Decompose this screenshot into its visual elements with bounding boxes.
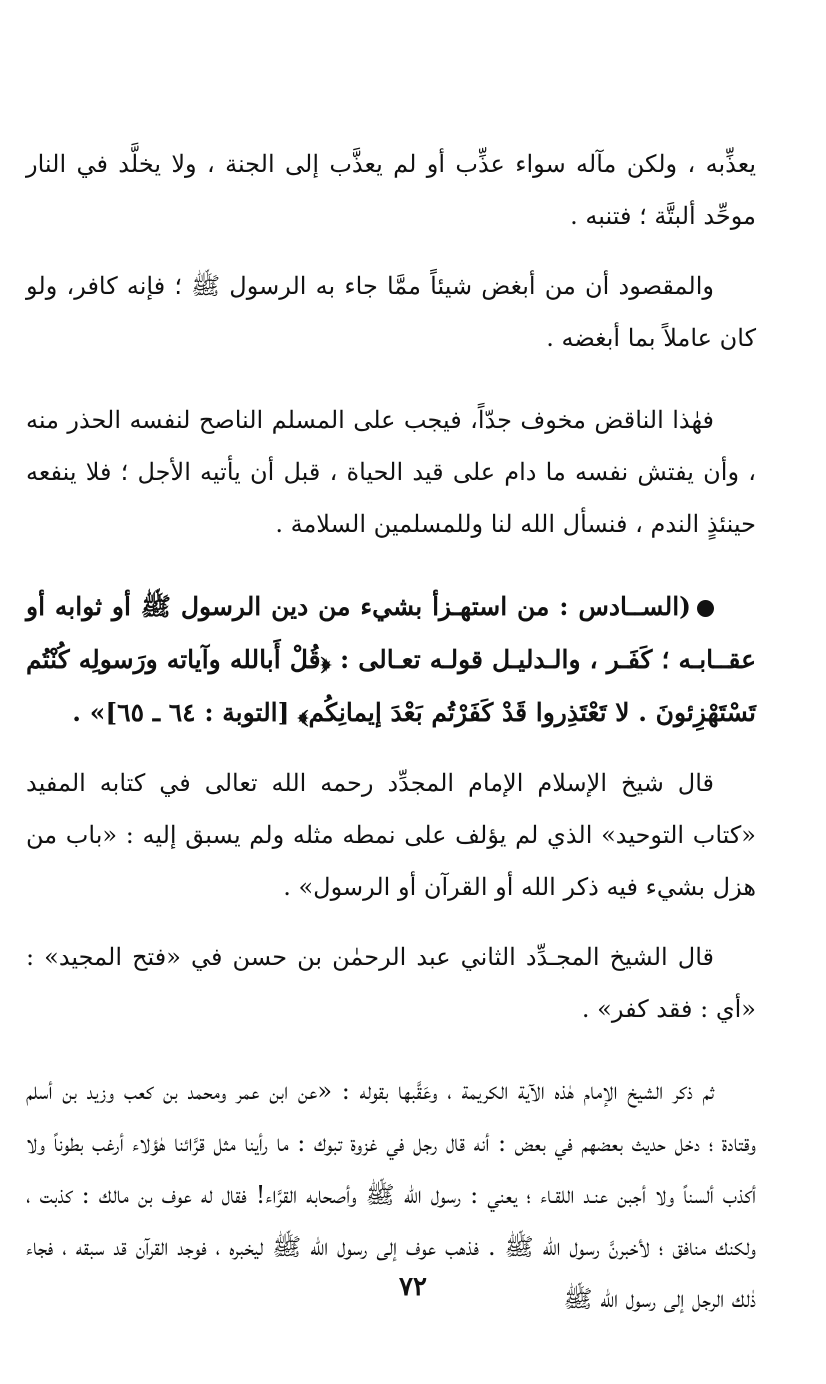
section-heading-text: (الســادس : من استهـزأ بشيء من دين الرسول ﷺ أو ثوابه أو عقــابـه ؛ كَفَـر ، والـدليـل قولـه تعـالى : ﴿قُلْ أَبالله وآياته ورَسولِه كُنْتُم تَسْتَهْزِئونَ . لا تَعْتَذِروا قَدْ كَفَرْتُم بَعْدَ إيمانِكُم﴾ [التوبة : ٦٤ ـ ٦٥]» . — [26, 592, 756, 727]
paragraph-7: ثم ذكر الشيخ الإمام هٰذه الآية الكريمة ، وعَقَّبها بقوله : «عن ابن عمر ومحمد بن كعب وزيد بن أسلم وقتادة ؛ دخل حديث بعضهم في بعض : أنه قال رجل في غزوة تبوك : ما رأينا مثل قرَّائنا هٰؤلاء أرغب بطوناً ولا أكذب ألسناً ولا أجبن عنـد اللقـاء ؛ يعني : رسول الله ﷺ وأصحابه القرَّاء! فقال له عوف بن مالك : كذبت ، ولكنك منافق ؛ لأخبرنَّ رسول الله ﷺ . فذهب عوف إلى رسول الله ﷺ ليخبره ، فوجد القرآن قد سبقه ، فجاء ذٰلك الرجل إلى رسول الله ﷺ — [26, 1077, 757, 1313]
page-number: ٧٢ — [399, 1272, 427, 1302]
page-body — [26, 138, 756, 1325]
paragraph-6: قال الشيخ المجـدِّد الثاني عبد الرحمٰن بن حسن في «فتح المجيد» : «أي : فقد كفر» . — [26, 943, 756, 1023]
paragraph-1: يعذِّبه ، ولكن مآله سواء عذِّب أو لم يعذَّب إلى الجنة ، ولا يخلَّد في النار موحِّد ألبتَّة ؛ فتنبه . — [26, 150, 756, 230]
paragraph-3: فهٰذا الناقض مخوف جدّاً، فيجب على المسلم الناصح لنفسه الحذر منه ، وأن يفتش نفسه ما دام على قيد الحياة ، قبل أن يأتيه الأجل ؛ فلا ينفعه حينئذٍ الندم ، فنسأل الله لنا وللمسلمين السلامة . — [26, 406, 756, 538]
section-heading-paragraph — [26, 580, 756, 739]
paragraph-2: والمقصود أن من أبغض شيئاً ممَّا جاء به الرسول ﷺ ؛ فإنه كافر، ولو كان عاملاً بما أبغضه . — [26, 272, 756, 352]
paragraph-5: قال شيخ الإسلام الإمام المجدِّد رحمه الله تعالى في كتابه المفيد «كتاب التوحيد» الذي لم يؤلف على نمطه مثله ولم يسبق إليه : «باب من هزل بشيء فيه ذكر الله أو القرآن أو الرسول» . — [26, 769, 756, 901]
bullet-icon — [697, 600, 714, 617]
